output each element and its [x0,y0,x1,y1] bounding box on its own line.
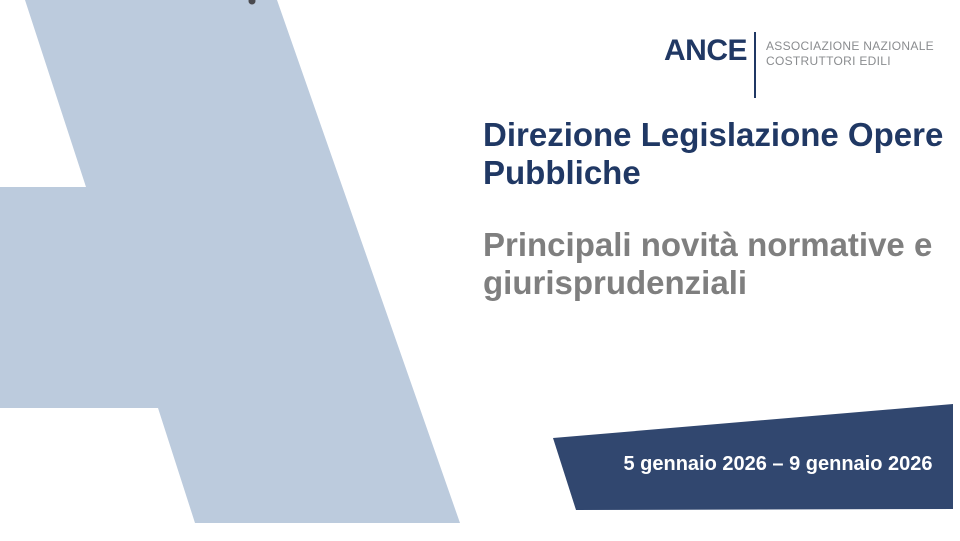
ance-logo [664,30,954,102]
logo-divider [754,32,756,98]
logo-subtitle-line2: COSTRUTTORI EDILI [766,54,891,68]
title-line-2: Pubbliche [483,154,641,191]
date-range: 5 gennaio 2026 – 9 gennaio 2026 [623,453,933,475]
title-line-1: Direzione Legislazione Opere [483,116,944,153]
subtitle-line-2: giurisprudenziali [483,264,748,301]
ance-monogram-watermark [0,0,460,523]
subtitle-line-1: Principali novità normative e [483,226,933,263]
ance-wordmark: ANCE [664,34,748,67]
logo-subtitle [766,39,934,69]
slide-subtitle [483,226,932,302]
logo-subtitle-line1: ASSOCIAZIONE NAZIONALE [766,39,934,53]
slide-title [483,116,943,192]
